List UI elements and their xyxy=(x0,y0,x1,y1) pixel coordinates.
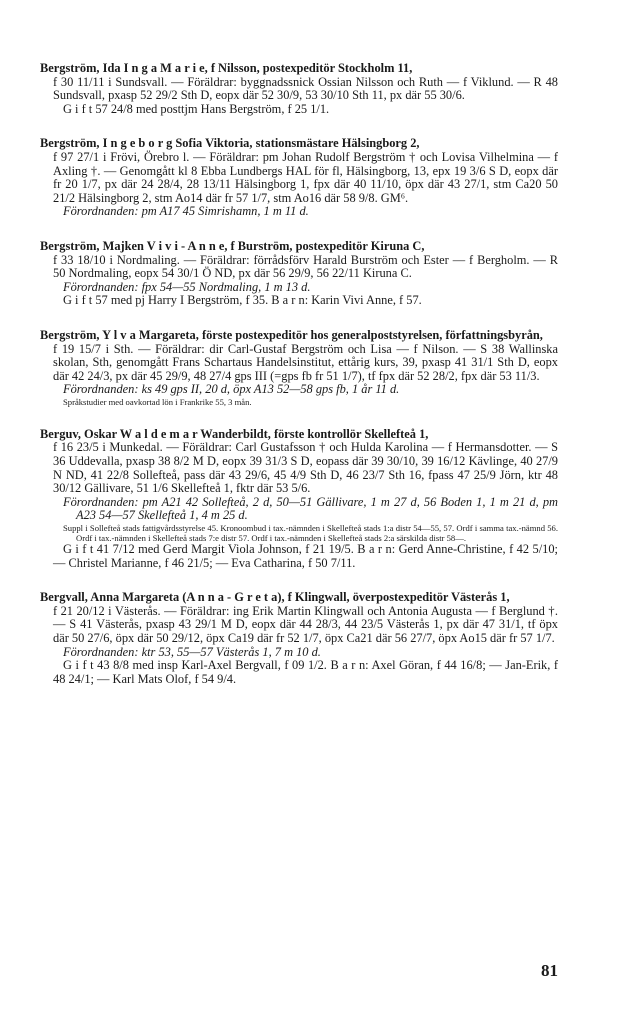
entry-family: G i f t 57 24/8 med posttjm Hans Bergström, f 25 1/1. xyxy=(63,101,330,116)
entry-biography: f 16 23/5 i Munkedal. — Föräldrar: Carl Gustafsson † och Hulda Karolina — f Hermansdotter. — S 36 Uddevalla, pxasp 38 8/2 M D, eopx 39 31/3 S D, eopass där 39 30/10, 39 16/12 Kävlinge, 40 27/9 N ND, 41 22/8 Sollefteå, pass där 43 29/6, 45 4/9 Sth D, 46 23/7 Sth 16, fpass 47 25/9 Jörn, ktr 48 30/12 Gällivare, 51 1/6 Skellefteå 1, fktr där 53 5/6. xyxy=(53,440,558,496)
entry-biography: f 21 20/12 i Västerås. — Föräldrar: ing Erik Martin Klingwall och Antonia Augusta — f Berglund †. — S 41 Västerås, pxasp 43 29/1 M D, eopx där 44 28/3, 44 23/5 Västerås 1, px där 47 31/1, tf öpx där 50 27/6, öpx där 50 29/12, öpx Ca19 där fr 52 1/7, öpx Ca21 där 56 27/7, öpx Ao15 där fr 57 1/7. xyxy=(53,603,558,645)
entry-ingeborg-bergstrom xyxy=(40,137,558,219)
entry-heading: Bergström, Majken V i v i - A n n e, f Burström, postexpeditör Kiruna C, xyxy=(40,238,425,253)
entry-heading: Berguv, Oskar W a l d e m a r Wanderbildt, förste kontrollör Skellefteå 1, xyxy=(40,426,429,441)
entry-assignments: Förordnanden: ks 49 gps II, 20 d, öpx A13 52—58 gps fb, 1 år 11 d. xyxy=(63,382,400,397)
entry-heading: Bergvall, Anna Margareta (A n n a - G r e t a), f Klingwall, överpostexpeditör Västerås 1, xyxy=(40,590,510,605)
entry-biography: f 19 15/7 i Sth. — Föräldrar: dir Carl-Gustaf Bergström och Lisa — f Nilson. — S 38 Wallinska skolan, Sth, genomgått Frans Schartaus Handelsinstitut, ettårig kurs, 39, pxasp 41 31/1 Sth D, eopx där 42 24/3, px där 45 29/9, 48 27/4 gps III (=gps fb fr 51 1/7), tf fpx där 52 28/2, fpx där 53 11/3. xyxy=(53,341,558,383)
entry-heading: Bergström, Ida I n g a M a r i e, f Nilsson, postexpeditör Stockholm 11, xyxy=(40,61,413,75)
entry-note: Språkstudier med oavkortad lön i Frankrike 55, 3 mån. xyxy=(63,396,252,407)
entry-assignments: Förordnanden: fpx 54—55 Nordmaling, 1 m 13 d. xyxy=(63,279,311,294)
entry-assignments: Förordnanden: pm A21 42 Sollefteå, 2 d, 50—51 Gällivare, 1 m 27 d, 56 Boden 1, 1 m 21 d, pm A23 54—57 Skellefteå 1, 4 m 25 d. xyxy=(63,494,558,523)
entry-family: G i f t 43 8/8 med insp Karl-Axel Bergvall, f 09 1/2. B a r n: Axel Göran, f 44 16/8; — Jan-Erik, f 48 24/1; — Karl Mats Olof, f 54 9/4. xyxy=(53,658,558,686)
entry-heading: Bergström, Y l v a Margareta, förste postexpeditör hos generalpoststyrelsen, författningsbyrån, xyxy=(40,327,543,342)
entry-assignments: Förordnanden: ktr 53, 55—57 Västerås 1, 7 m 10 d. xyxy=(63,644,321,659)
entry-assignments: Förordnanden: pm A17 45 Simrishamn, 1 m 11 d. xyxy=(63,204,309,219)
entry-anna-greta-bergvall xyxy=(40,591,558,686)
entry-ida-inga-marie-bergstrom xyxy=(40,62,558,116)
entry-heading: Bergström, I n g e b o r g Sofia Viktoria, stationsmästare Hälsingborg 2, xyxy=(40,136,420,151)
entry-family: G i f t 57 med pj Harry I Bergström, f 35. B a r n: Karin Vivi Anne, f 57. xyxy=(63,293,422,308)
entry-ylva-margareta-bergstrom xyxy=(40,329,558,407)
entry-biography: f 30 11/11 i Sundsvall. — Föräldrar: byggnadssnick Ossian Nilsson och Ruth — f Viklund. — R 48 Sundsvall, pxasp 52 29/2 Sth D, eopx där 52 30/9, 53 30/10 Sth 11, px där 55 30/6. xyxy=(53,74,558,103)
entry-note: Suppl i Sollefteå stads fattigvårdsstyrelse 45. Kronoombud i tax.-nämnden i Skellefteå stads 1:a distr 54—55, 57. Ordf i samma tax.-nämnd 56. Ordf i tax.-nämnden i Skellefteå stads 7:e distr 57. Ordf i tax.-nämnden i Skellefteå stads 2:a särskilda distr 58—. xyxy=(63,523,558,544)
page-number: 81 xyxy=(541,961,558,980)
entry-family: G i f t 41 7/12 med Gerd Margit Viola Johnson, f 21 19/5. B a r n: Gerd Anne-Christine, f 42 5/10; — Christel Marianne, f 46 21/5; — Eva Catharina, f 50 7/11. xyxy=(53,542,558,570)
entry-oskar-waldemar-berguv xyxy=(40,428,558,570)
entry-majken-vivi-anne-bergstrom xyxy=(40,240,558,308)
entry-biography: f 33 18/10 i Nordmaling. — Föräldrar: förrådsförv Harald Burström och Ester — f Bergholm. — R 50 Nordmaling, eopx 54 30/1 Ö ND, px där 56 29/9, 56 22/11 Kiruna C. xyxy=(53,252,558,281)
entry-biography: f 97 27/1 i Frövi, Örebro l. — Föräldrar: pm Johan Rudolf Bergström † och Lovisa Vilhelmina — f Axling †. — Genomgått kl 8 Ebba Lundbergs HAL för fl, Hälsingborg, 13, epx 19 3/6 S D, eopx där fr 20 1/7, px där 24 28/4, 28 13/11 Hälsingborg 1, fpx där 40 11/10, öpx där 43 27/1, stm Ca20 50 21/2 Hälsingborg 2, stm Ao14 där fr 57 1/7, stm Ao16 där 58 9/8. GM⁶. xyxy=(53,149,558,205)
